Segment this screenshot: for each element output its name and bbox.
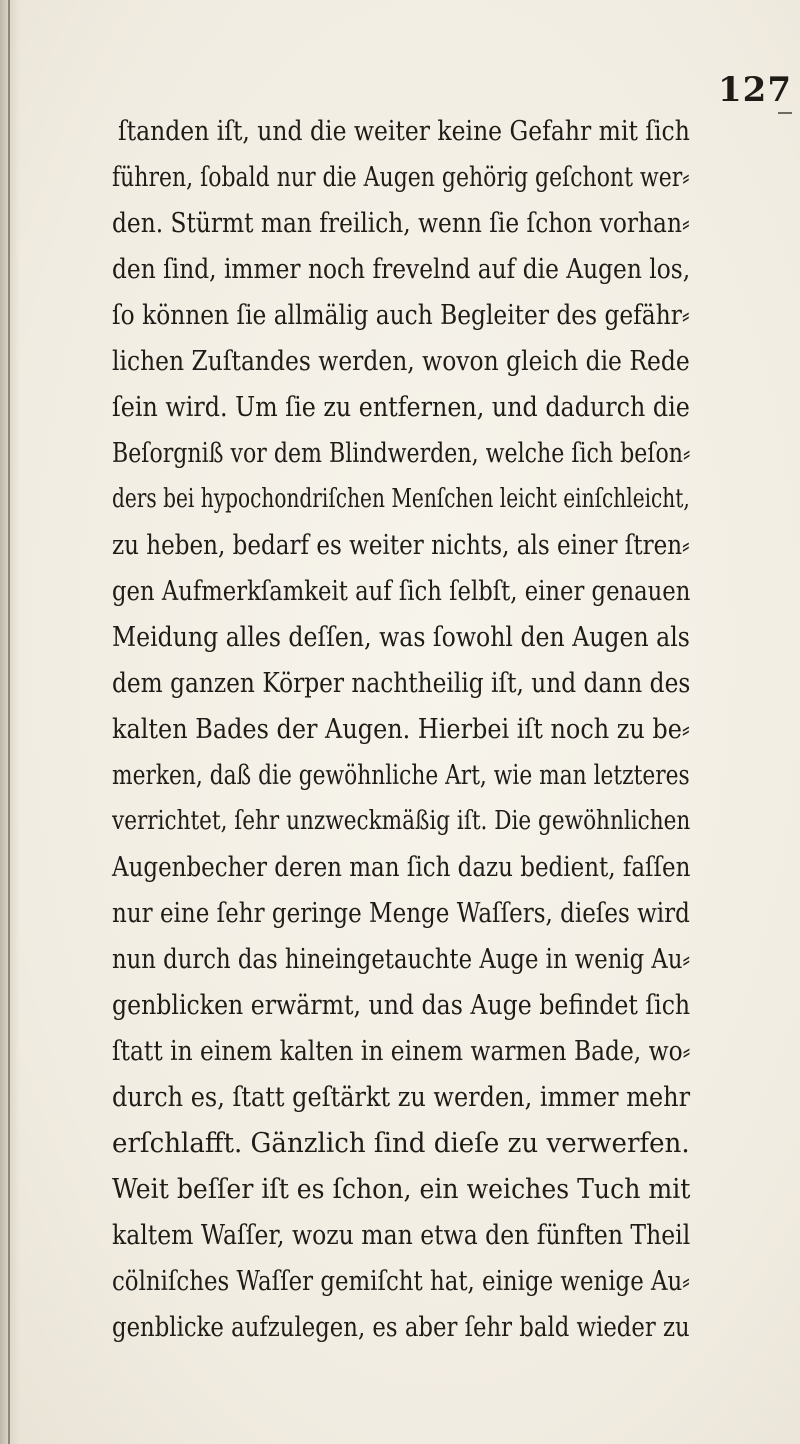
text-line: Beſorgniß vor dem Blindwerden, welche ſich beſon⸗	[112, 437, 691, 469]
page-number: 127	[718, 70, 792, 110]
text-line: nur eine ſehr geringe Menge Waſſers, dieſes wird	[112, 897, 690, 929]
text-line: erſchlafft. Gänzlich ſind dieſe zu verwerfen.	[112, 1127, 690, 1159]
text-line: nun durch das hineingetauchte Auge in wenig Au⸗	[112, 943, 691, 975]
text-line: durch es, ſtatt geſtärkt zu werden, immer mehr	[112, 1081, 691, 1113]
text-line: Meidung alles deſſen, was ſowohl den Augen als	[112, 621, 690, 653]
text-line: den ſind, immer noch frevelnd auf die Augen los,	[112, 253, 691, 285]
text-line: den. Stürmt man freilich, wenn ſie ſchon vorhan⸗	[112, 207, 690, 239]
binding-edge	[0, 0, 20, 1444]
binding-line	[8, 0, 10, 1444]
text-line: führen, ſobald nur die Augen gehörig geſchont wer⸗	[112, 161, 690, 193]
text-line: lichen Zuſtandes werden, wovon gleich die Rede	[112, 345, 690, 377]
text-line: verrichtet, ſehr unzweckmäßig iſt. Die gewöhnlichen	[112, 805, 691, 836]
text-line: Augenbecher deren man ſich dazu bedient, faſſen	[112, 851, 691, 883]
text-line: ders bei hypochondriſchen Menſchen leicht einſchleicht,	[112, 483, 690, 514]
text-line: ſein wird. Um ſie zu entfernen, und dadurch die	[112, 391, 690, 423]
text-line: ſo können ſie allmälig auch Begleiter des gefähr⸗	[112, 299, 690, 331]
text-line: gen Aufmerkſamkeit auf ſich ſelbſt, einer genauen	[112, 575, 691, 607]
text-line: genblicken erwärmt, und das Auge befindet ſich	[112, 989, 691, 1021]
text-line: kaltem Waſſer, wozu man etwa den fünften Theil	[112, 1219, 691, 1251]
text-line: zu heben, bedarf es weiter nichts, als einer ſtren⸗	[112, 529, 690, 561]
text-line: merken, daß die gewöhnliche Art, wie man letzteres	[112, 759, 690, 791]
text-line: kalten Bades der Augen. Hierbei iſt noch zu be⸗	[112, 713, 690, 745]
text-line: dem ganzen Körper nachtheilig iſt, und dann des	[112, 667, 691, 699]
text-line: ſtanden iſt, und die weiter keine Gefahr mit ſich	[118, 115, 690, 147]
text-line: ſtatt in einem kalten in einem warmen Bade, wo⸗	[112, 1035, 691, 1067]
text-line: cölniſches Waſſer gemiſcht hat, einige wenige Au⸗	[112, 1265, 690, 1297]
text-line: Weit beſſer iſt es ſchon, ein weiches Tuch mit	[112, 1173, 691, 1205]
text-line: genblicke aufzulegen, es aber ſehr bald wieder zu	[112, 1311, 690, 1343]
edge-mark	[778, 112, 792, 114]
